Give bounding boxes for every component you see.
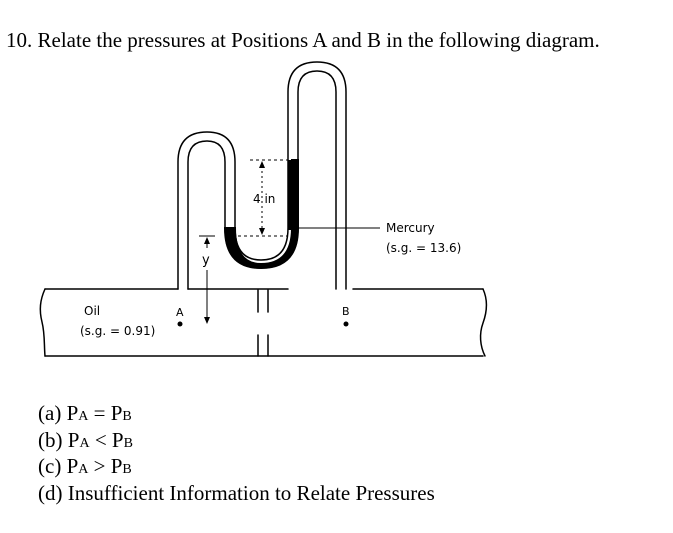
choice-letter: (a) [38,401,62,425]
point-b-dot [344,322,349,327]
y-arrow-up-icon [204,237,210,244]
oil-sg-label: (s.g. = 0.91) [80,324,156,338]
mercury-column [288,160,298,230]
choice-letter: (c) [38,454,62,478]
dim-arrow-down-icon [259,228,265,235]
choice-d[interactable] [38,482,435,506]
dim-arrow-up-icon [259,161,265,168]
point-b-label: B [342,305,350,318]
choice-c[interactable]: (c) PA > PB [38,454,132,478]
pipe-left-break [40,289,45,356]
choice-letter: (b) [38,427,63,452]
y-arrow-down-icon [204,317,210,324]
y-label: y [202,253,210,268]
pipe-right-break [481,289,487,356]
mercury-left-column [225,228,235,236]
question-number: 10. [6,28,33,52]
answer-choices [38,402,435,505]
height-label: 4 in [253,192,276,206]
mercury-label: Mercury [386,221,435,235]
manometer-inner-tube [188,71,336,289]
choice-b[interactable]: (b) PA < PB [38,427,133,452]
choice-text: Insufficient Information to Relate Pressures [67,480,435,505]
question-body: Relate the pressures at Positions A and B in the following diagram. [37,28,600,52]
oil-label: Oil [84,304,101,318]
choice-a[interactable]: (a) PA = PB [38,401,132,425]
choice-letter: (d) [38,480,63,505]
mercury-sg-label: (s.g. = 13.6) [386,241,462,255]
point-a-label: A [176,306,184,319]
point-a-dot [178,322,183,327]
